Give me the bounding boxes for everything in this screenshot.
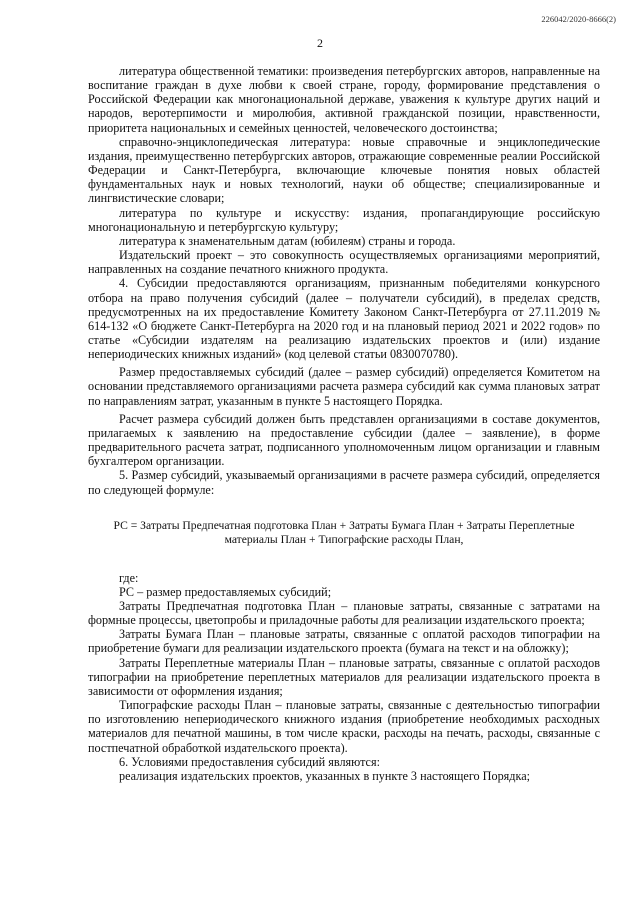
document-number: 226042/2020-8666(2) [541, 14, 616, 24]
paragraph-anniversary-literature: литература к знаменательным датам (юбилеям) страны и города. [119, 233, 456, 248]
definition-where: где: [119, 570, 139, 585]
paragraph-public-literature: литература общественной тематики: произведения петербургских авторов, направленные на воспитание граждан в духе любви к своей стране, городу, формирование представления о Российской Федерации как многонациональной державе, уважения к культуре других наций и народов, веротерпимости и миролюбия, активной гражданской позиции, нравственности, приоритета национальных и семейных ценностей, человеческого достоинства; [88, 64, 600, 135]
paragraph-item-5: 5. Размер субсидий, указываемый организациями в расчете размера субсидий, определяется по следующей формуле: [88, 468, 600, 497]
paragraph-subsidy-size: Размер предоставляемых субсидий (далее – размер субсидий) определяется Комитетом на основании представляемого организациями расчета размера субсидий как сумма плановых затрат по направлениям затрат, указанным в пункте 5 настоящего Порядка. [88, 365, 600, 408]
page-number: 2 [317, 36, 323, 50]
formula-line-1: РС = Затраты Предпечатная подготовка План + Затраты Бумага План + Затраты Переплетные [113, 518, 575, 532]
definition-rs: РС – размер предоставляемых субсидий; [119, 584, 332, 599]
document-body [88, 64, 600, 783]
formula-definitions [88, 571, 600, 783]
paragraph-reference-literature: справочно-энциклопедическая литература: новые справочные и энциклопедические издания, преимущественно петербургских авторов, отражающие современные реалии Российской Федерации и Санкт-Петербурга, включающие ключевые понятия новых областей фундаментальных наук и новых технологий, науки об обществе; специализированные и лингвистические словари; [88, 134, 600, 206]
paragraph-publishing-project: Издательский проект – это совокупность осуществляемых организациями мероприятий, направленных на создание печатного книжного продукта. [88, 248, 600, 277]
definition-prepress: Затраты Предпечатная подготовка План – плановые затраты, связанные с затратами на формные процессы, цветопробы и приладочные работы для реализации издательского проекта; [88, 599, 600, 628]
definition-printing-expenses: Типографские расходы План – плановые затраты, связанные с деятельностью типографии по изготовлению непериодического книжного издания (приобретение необходимых расходных материалов для печатной машины, в том числе краски, расходы на печать, расходы, связанные с постпечатной обработкой издательского проекта). [88, 698, 600, 755]
definition-paper: Затраты Бумага План – плановые затраты, связанные с оплатой расходов типографии на приобретение бумаги для реализации издательского проекта (бумага на текст и на обложку); [88, 627, 600, 656]
paragraph-subsidy-calculation: Расчет размера субсидий должен быть представлен организациями в составе документов, прилагаемых к заявлению на предоставление субсидии (далее – заявление), в форме предварительного расчета затрат, подписанного уполномоченным лицом организации и главным бухгалтером организации. [88, 411, 600, 469]
paragraph-culture-literature: литература по культуре и искусству: издания, пропагандирующие российскую многонациональную и петербургскую культуру; [88, 205, 600, 234]
paragraph-item-6: 6. Условиями предоставления субсидий являются: [119, 754, 380, 769]
formula-line-2: материалы План + Типографские расходы План, [224, 532, 464, 546]
subsidy-formula [88, 519, 600, 547]
definition-binding-materials: Затраты Переплетные материалы План – плановые затраты, связанные с оплатой расходов типографии на приобретение переплетных материалов для реализации издательского проекта в зависимости от оформления издания; [88, 655, 600, 698]
paragraph-item-4: 4. Субсидии предоставляются организациям, признанным победителями конкурсного отбора на право получения субсидий (далее – получатели субсидий), в пределах средств, предусмотренных на их предоставление Комитету Законом Санкт-Петербурга от 27.11.2019 № 614-132 «О бюджете Санкт-Петербурга на 2020 год и на плановый период 2021 и 2022 годов» по статье «Субсидии издателям на реализацию издательских проектов и (или) издание непериодических книжных изданий» (код целевой статьи 0830070780). [88, 276, 600, 362]
condition-projects: реализация издательских проектов, указанных в пункте 3 настоящего Порядка; [119, 768, 530, 783]
